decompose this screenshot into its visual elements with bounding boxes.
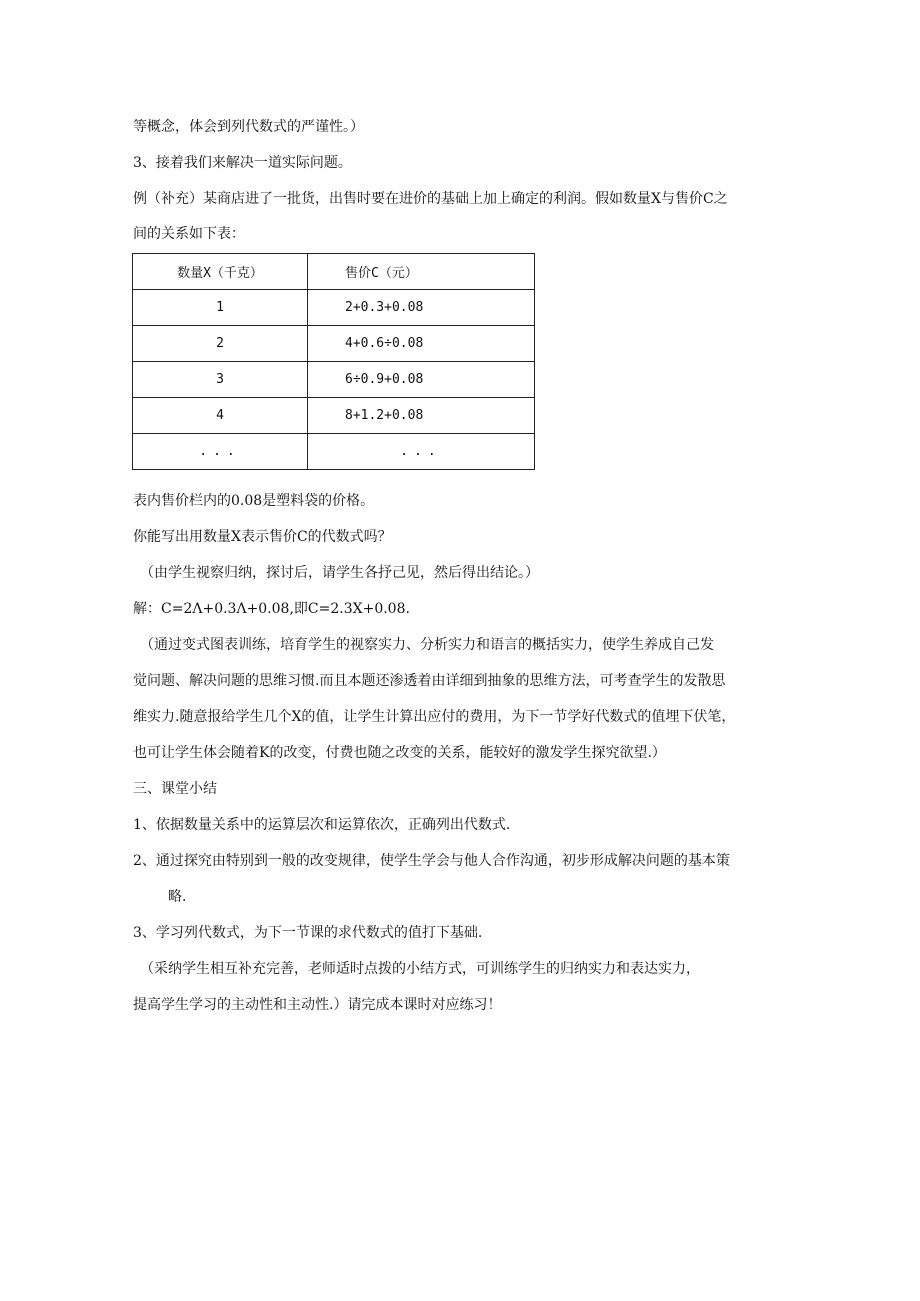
text-line: （采纳学生相互补充完善，老师适时点拨的小结方式，可训练学生的归纳实力和表达实力， (140, 961, 700, 977)
table-cell: 8+1.2+0.08 (308, 398, 535, 434)
table-header-row (133, 254, 535, 290)
table-cell: 3 (133, 362, 308, 398)
table-row (133, 362, 535, 398)
text-line: 略. (168, 889, 187, 905)
text-line: （由学生视察归纳，探讨后，请学生各抒己见，然后得出结论。） (140, 565, 539, 581)
text-line: 表内售价栏内的0.08是塑料袋的价格。 (133, 493, 375, 509)
text-line: 等概念，体会到列代数式的严谨性。） (133, 119, 364, 135)
table-cell: 4+0.6÷0.08 (308, 326, 535, 362)
table-cell: 6÷0.9+0.08 (308, 362, 535, 398)
table-cell: 2+0.3+0.08 (308, 290, 535, 326)
text-line: 觉问题、解决问题的思维习惯.而且本题还渗透着由详细到抽象的思维方法，可考查学生的发散思 (133, 673, 726, 689)
table-row (133, 290, 535, 326)
table-row (133, 326, 535, 362)
table-cell: 2 (133, 326, 308, 362)
table-header-quantity: 数量X（千克） (133, 254, 308, 290)
table-header-price: 售价C（元） (308, 254, 535, 290)
text-line: 解：C=2Λ+0.3Λ+0.08,即C=2.3X+0.08. (133, 601, 410, 617)
text-line: 2、通过探究由特别到一般的改变规律，使学生学会与他人合作沟通，初步形成解决问题的基本策 (133, 853, 730, 869)
text-line: 提高学生学习的主动性和主动性.）请完成本课时对应练习！ (133, 997, 502, 1013)
text-line: 间的关系如下表： (133, 226, 245, 242)
text-line: 3、接着我们来解决一道实际问题。 (133, 155, 352, 171)
text-line: 你能写出用数量X表示售价C的代数式吗？ (133, 529, 392, 545)
table-cell-ellipsis: ... (133, 434, 308, 470)
table-cell-ellipsis: ... (308, 434, 535, 470)
table-row (133, 434, 535, 470)
table-cell: 4 (133, 398, 308, 434)
text-line: 也可让学生体会随着K的改变，付费也随之改变的关系，能较好的激发学生探究欲望.） (133, 745, 666, 761)
table-cell: 1 (133, 290, 308, 326)
table-row (133, 398, 535, 434)
section-heading: 三、课堂小结 (133, 781, 217, 797)
text-line: 维实力.随意报给学生几个X的值，让学生计算出应付的费用，为下一节学好代数式的值埋下伏笔， (133, 709, 736, 725)
text-line: （通过变式图表训练，培育学生的视察实力、分析实力和语言的概括实力，使学生养成自己发 (140, 637, 714, 653)
text-line: 1、依据数量关系中的运算层次和运算依次，正确列出代数式. (133, 817, 511, 833)
text-line: 例（补充）某商店进了一批货，出售时要在进价的基础上加上确定的利润。假如数量X与售价C之 (133, 191, 728, 207)
text-line: 3、学习列代数式，为下一节课的求代数式的值打下基础. (133, 925, 483, 941)
price-table (132, 253, 535, 470)
